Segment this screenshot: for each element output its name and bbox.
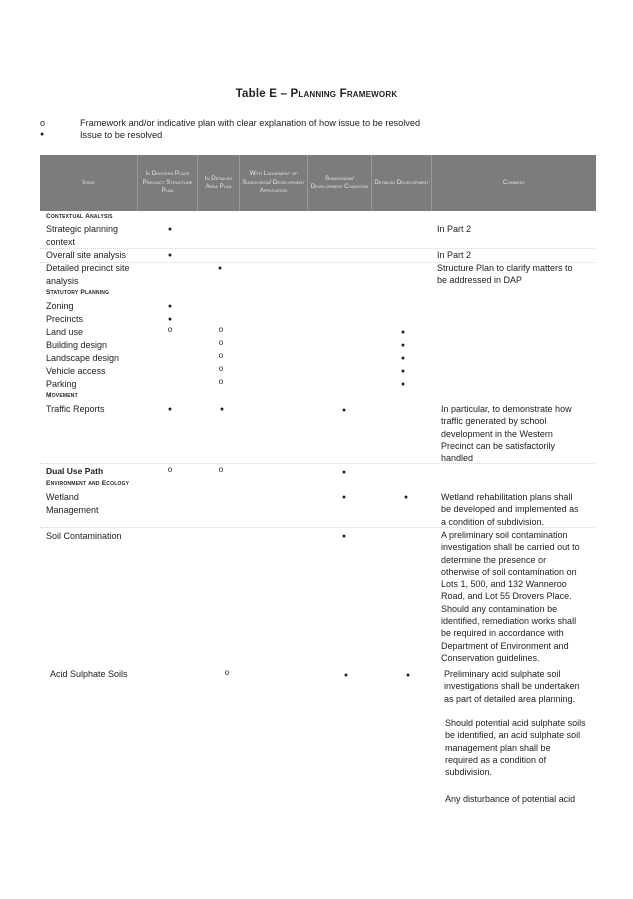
header-detailed-area-plan: In Detailed Area Plan (198, 155, 240, 211)
filled-circle-icon: ● (217, 265, 223, 272)
filled-circle-icon: ● (167, 316, 173, 323)
filled-circle-icon: ● (405, 672, 411, 679)
page-title (0, 88, 633, 100)
row-precincts: Precincts (46, 314, 84, 324)
filled-circle-icon: ● (219, 406, 225, 413)
open-circle-icon: o (167, 465, 173, 474)
row-vehicle-access: Vehicle access (46, 366, 106, 376)
filled-circle-icon: ● (400, 355, 406, 362)
header-subdivision-condition: Subdivision/ Development Condition (308, 155, 372, 211)
header-lodgement: With Lodgement of Subdivision/ Development Application (240, 155, 308, 211)
comment-acid-3: Any disturbance of potential acid (445, 794, 576, 804)
filled-circle-icon: ● (400, 329, 406, 336)
filled-circle-icon: ● (341, 533, 347, 540)
open-circle-icon: o (218, 377, 224, 386)
filled-circle-icon: ● (341, 494, 347, 501)
row-traffic-reports: Traffic Reports (46, 404, 105, 414)
filled-circle-icon: ● (343, 672, 349, 679)
section-environment-ecology: Environment and Ecology (46, 480, 130, 487)
header-detailed-development: Detailed Development (372, 155, 432, 211)
row-overall-site-analysis: Overall site analysis (46, 250, 127, 260)
row-divider (40, 463, 596, 464)
filled-circle-icon: ● (400, 342, 406, 349)
legend-text-filled: Issue to be resolved (80, 130, 163, 140)
title-prefix: Table E – (235, 88, 291, 100)
filled-circle-icon: ● (167, 406, 173, 413)
filled-circle-icon: ● (400, 368, 406, 375)
open-circle-icon: o (218, 465, 224, 474)
comment-overall: In Part 2 (437, 250, 472, 260)
section-contextual-analysis: Contextual Analysis (46, 213, 113, 220)
row-detailed-precinct: Detailed precinct site analysis (46, 263, 130, 286)
filled-circle-icon: ● (400, 381, 406, 388)
open-circle-icon: o (218, 364, 224, 373)
header-structure-plan: In Drovers Place Precinct Structure Plan (138, 155, 198, 211)
section-statutory-planning: Statutory Planning (46, 289, 110, 296)
row-building-design: Building design (46, 340, 108, 350)
row-landscape-design: Landscape design (46, 353, 120, 363)
row-strategic-planning: Strategic planning context (46, 224, 119, 247)
title-text: Planning Framework (290, 88, 398, 100)
comment-traffic: In particular, to demonstrate how traffic generated by school development in the Western Precinct can be satisfactorily handled (441, 404, 572, 464)
filled-circle-icon: ● (167, 226, 173, 233)
open-circle-icon: o (218, 351, 224, 360)
comment-strategic: In Part 2 (437, 224, 472, 234)
comment-acid-2: Should potential acid sulphate soils be identified, an acid sulphate soil management plan shall be required as a condition of subdivision. (445, 718, 586, 778)
comment-soil: A preliminary soil contamination investigation shall be carried out to determine the presence or otherwise of soil contamination on Lots 1, 500, and 132 Wanneroo Road, and Lot 55 Drovers Place. Should any contamination be identified, remediation works shall be required in accordance with Department of Environment and Conservation guidelines. (441, 530, 580, 663)
open-circle-icon: o (167, 325, 173, 334)
filled-circle-icon: ● (167, 252, 173, 259)
row-parking: Parking (46, 379, 77, 389)
section-movement: Movement (46, 392, 78, 399)
filled-circle-icon: ● (167, 303, 173, 310)
filled-circle-icon: ● (341, 469, 347, 476)
open-circle-icon: o (40, 118, 46, 128)
row-land-use: Land use (46, 327, 84, 337)
table-header (40, 155, 596, 211)
open-circle-icon: o (224, 668, 230, 677)
row-zoning: Zoning (46, 301, 74, 311)
header-comment: Comment (502, 178, 526, 186)
row-divider (40, 527, 596, 528)
comment-detailed: Structure Plan to clarify matters to be addressed in DAP (437, 263, 573, 286)
filled-circle-icon: ● (40, 131, 45, 138)
header-issue: Issue (40, 155, 138, 211)
legend-text-open: Framework and/or indicative plan with clear explanation of how issue to be resolved (80, 118, 421, 128)
open-circle-icon: o (218, 338, 224, 347)
comment-wetland: Wetland rehabilitation plans shall be developed and implemented as a condition of subdivision. (441, 492, 579, 527)
filled-circle-icon: ● (341, 407, 347, 414)
comment-acid-1: Preliminary acid sulphate soil investigations shall be undertaken as part of detailed area planning. (444, 669, 580, 704)
row-wetland-management: Wetland Management (46, 492, 99, 515)
row-soil-contamination: Soil Contamination (46, 531, 122, 541)
filled-circle-icon: ● (403, 494, 409, 501)
row-dual-use-path: Dual Use Path (46, 466, 104, 476)
row-acid-sulphate-soils: Acid Sulphate Soils (50, 669, 128, 679)
open-circle-icon: o (218, 325, 224, 334)
